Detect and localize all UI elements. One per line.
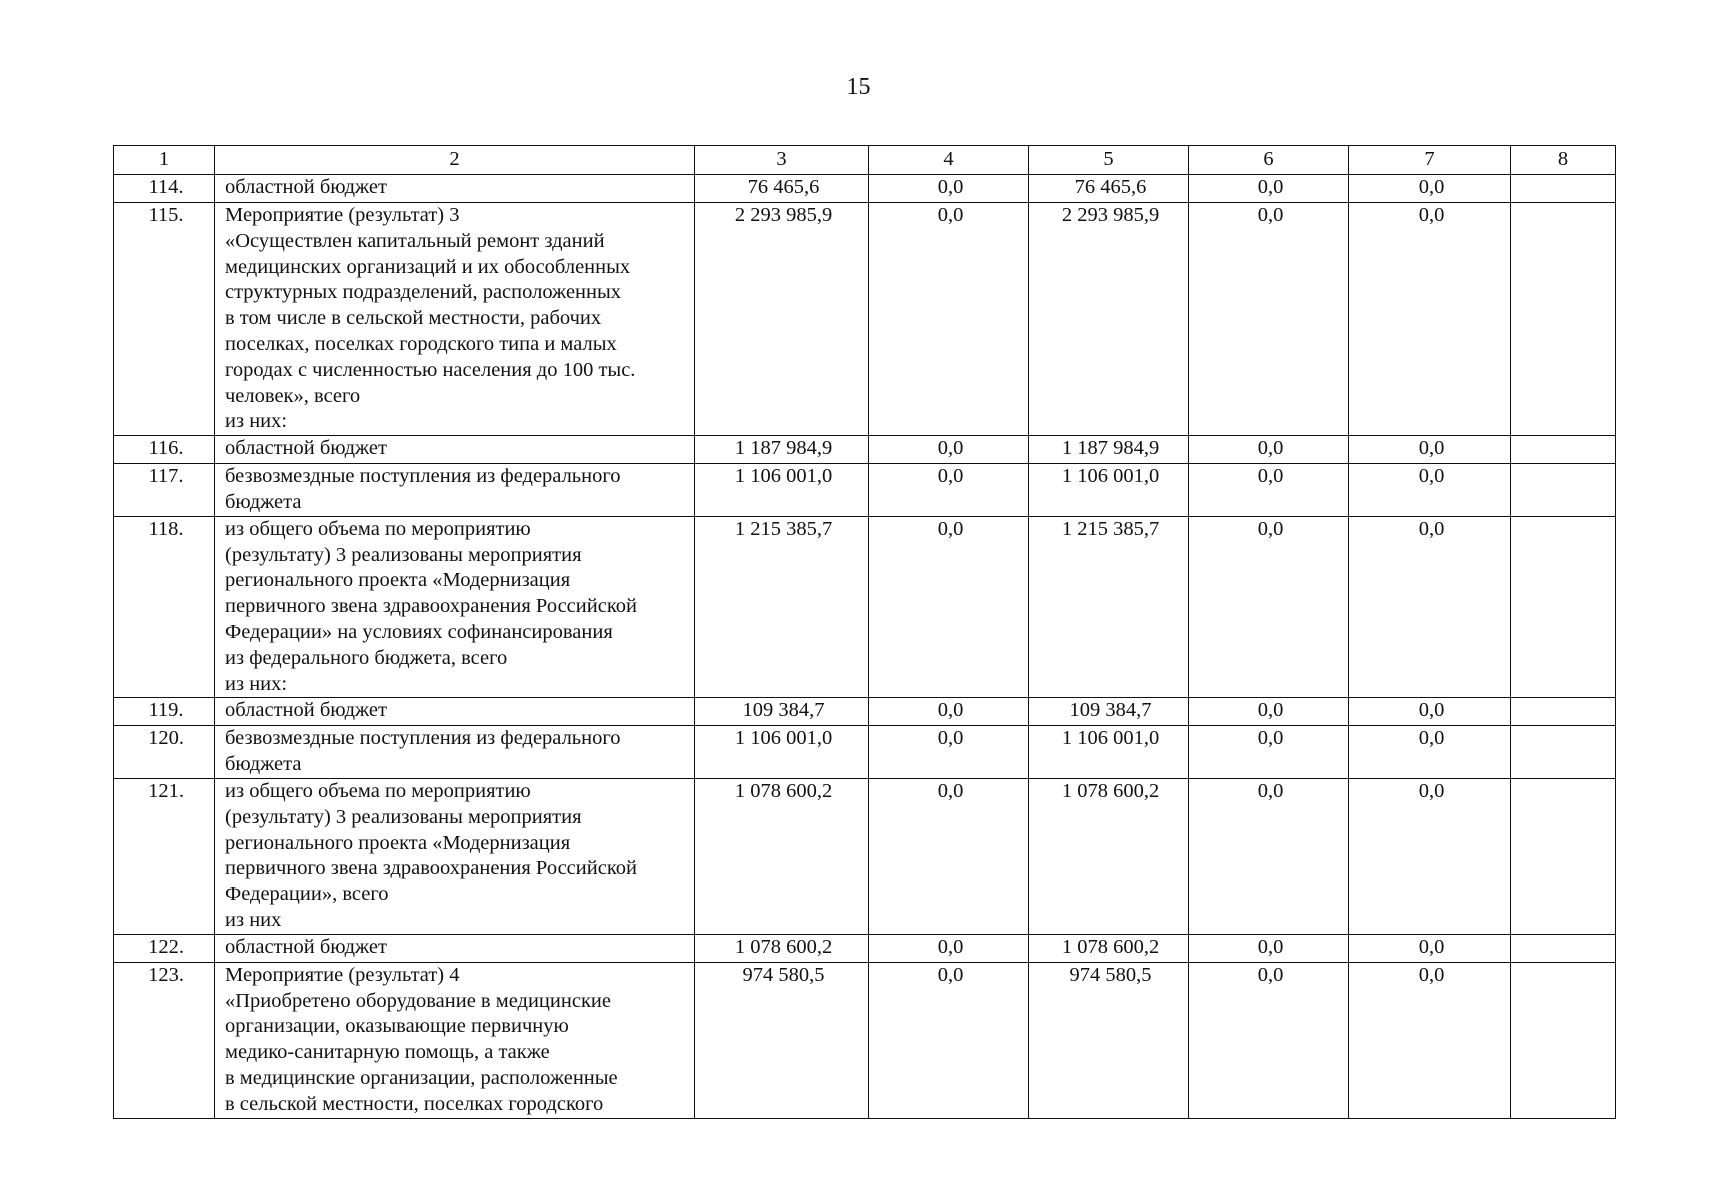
value-c7: 0,0 [1349, 203, 1511, 436]
table-row [114, 516, 1616, 698]
value-c7: 0,0 [1349, 464, 1511, 517]
table-header [114, 146, 1616, 175]
value-c6: 0,0 [1189, 175, 1349, 203]
row-number: 115. [114, 203, 215, 436]
value-c3: 1 078 600,2 [695, 778, 869, 934]
table-row [114, 464, 1616, 517]
row-number: 114. [114, 175, 215, 203]
value-c8 [1511, 436, 1616, 464]
row-description [215, 726, 695, 779]
value-c5: 1 187 984,9 [1029, 436, 1189, 464]
description-line: в медицинские организации, расположенные [225, 1066, 618, 1089]
table-row [114, 962, 1616, 1118]
value-c6: 0,0 [1189, 203, 1349, 436]
row-number: 119. [114, 698, 215, 726]
row-description [215, 962, 695, 1118]
table-row [114, 726, 1616, 779]
value-c8 [1511, 962, 1616, 1118]
value-c5: 1 106 001,0 [1029, 464, 1189, 517]
table-row [114, 778, 1616, 934]
description-line: первичного звена здравоохранения Российской [225, 857, 637, 880]
value-c3: 1 106 001,0 [695, 464, 869, 517]
row-number: 116. [114, 436, 215, 464]
value-c5: 2 293 985,9 [1029, 203, 1189, 436]
description-line: Мероприятие (результат) 4 [225, 963, 460, 986]
value-c5: 974 580,5 [1029, 962, 1189, 1118]
value-c7: 0,0 [1349, 175, 1511, 203]
value-c6: 0,0 [1189, 436, 1349, 464]
page-number: 15 [846, 74, 871, 100]
description-line: безвозмездные поступления из федерального [225, 465, 621, 488]
column-header: 6 [1189, 146, 1349, 175]
value-c6: 0,0 [1189, 726, 1349, 779]
value-c4: 0,0 [869, 962, 1029, 1118]
value-c5: 1 078 600,2 [1029, 778, 1189, 934]
description-line: (результату) 3 реализованы мероприятия [225, 805, 582, 828]
value-c7: 0,0 [1349, 934, 1511, 962]
value-c3: 1 106 001,0 [695, 726, 869, 779]
value-c5: 109 384,7 [1029, 698, 1189, 726]
value-c5: 1 215 385,7 [1029, 516, 1189, 698]
table-row [114, 934, 1616, 962]
description-line: поселках, поселках городского типа и малых [225, 332, 617, 355]
description-line: из общего объема по мероприятию [225, 517, 531, 540]
value-c3: 109 384,7 [695, 698, 869, 726]
description-line: человек», всего [225, 384, 361, 407]
value-c3: 974 580,5 [695, 962, 869, 1118]
description-line: Федерации» на условиях софинансирования [225, 620, 613, 643]
value-c4: 0,0 [869, 726, 1029, 779]
table-row [114, 436, 1616, 464]
table-row [114, 175, 1616, 203]
description-line: областной бюджет [225, 935, 387, 958]
value-c6: 0,0 [1189, 962, 1349, 1118]
description-line: областной бюджет [225, 699, 387, 722]
description-line: областной бюджет [225, 176, 387, 198]
row-number: 120. [114, 726, 215, 779]
value-c8 [1511, 516, 1616, 698]
description-line: медицинских организаций и их обособленных [225, 255, 631, 278]
value-c4: 0,0 [869, 436, 1029, 464]
column-header: 8 [1511, 146, 1616, 175]
row-description [215, 698, 695, 726]
value-c5: 76 465,6 [1029, 175, 1189, 203]
description-line: регионального проекта «Модернизация [225, 569, 571, 592]
row-description [215, 175, 695, 203]
table-body [114, 175, 1616, 1119]
row-description [215, 778, 695, 934]
row-description [215, 436, 695, 464]
value-c3: 1 187 984,9 [695, 436, 869, 464]
description-line: регионального проекта «Модернизация [225, 831, 571, 854]
value-c8 [1511, 175, 1616, 203]
column-header: 3 [695, 146, 869, 175]
description-line: из них: [225, 410, 288, 433]
value-c7: 0,0 [1349, 516, 1511, 698]
value-c3: 76 465,6 [695, 175, 869, 203]
value-c3: 1 078 600,2 [695, 934, 869, 962]
description-line: медико-санитарную помощь, а также [225, 1041, 550, 1064]
value-c4: 0,0 [869, 934, 1029, 962]
description-line: «Осуществлен капитальный ремонт зданий [225, 229, 605, 252]
value-c4: 0,0 [869, 464, 1029, 517]
value-c7: 0,0 [1349, 778, 1511, 934]
value-c4: 0,0 [869, 778, 1029, 934]
value-c4: 0,0 [869, 203, 1029, 436]
row-description [215, 203, 695, 436]
description-line: из федерального бюджета, всего [225, 646, 508, 669]
description-line: городах с численностью населения до 100 тыс. [225, 358, 636, 381]
value-c8 [1511, 726, 1616, 779]
value-c5: 1 078 600,2 [1029, 934, 1189, 962]
column-header: 5 [1029, 146, 1189, 175]
description-line: из них [225, 908, 282, 931]
value-c6: 0,0 [1189, 516, 1349, 698]
value-c4: 0,0 [869, 175, 1029, 203]
value-c6: 0,0 [1189, 934, 1349, 962]
value-c8 [1511, 464, 1616, 517]
value-c3: 2 293 985,9 [695, 203, 869, 436]
value-c7: 0,0 [1349, 726, 1511, 779]
row-number: 121. [114, 778, 215, 934]
value-c6: 0,0 [1189, 464, 1349, 517]
table-row [114, 698, 1616, 726]
value-c6: 0,0 [1189, 778, 1349, 934]
value-c3: 1 215 385,7 [695, 516, 869, 698]
description-line: первичного звена здравоохранения Российской [225, 595, 637, 618]
row-description [215, 934, 695, 962]
value-c8 [1511, 698, 1616, 726]
value-c7: 0,0 [1349, 698, 1511, 726]
description-line: из общего объема по мероприятию [225, 779, 531, 802]
column-header: 2 [215, 146, 695, 175]
description-line: областной бюджет [225, 437, 387, 460]
header-row [114, 146, 1616, 175]
column-header: 7 [1349, 146, 1511, 175]
value-c5: 1 106 001,0 [1029, 726, 1189, 779]
value-c8 [1511, 934, 1616, 962]
row-number: 123. [114, 962, 215, 1118]
value-c4: 0,0 [869, 516, 1029, 698]
description-line: (результату) 3 реализованы мероприятия [225, 543, 582, 566]
description-line: организации, оказывающие первичную [225, 1015, 569, 1038]
description-line: безвозмездные поступления из федерального [225, 727, 621, 750]
row-number: 117. [114, 464, 215, 517]
value-c7: 0,0 [1349, 962, 1511, 1118]
row-description [215, 464, 695, 517]
row-number: 118. [114, 516, 215, 698]
value-c8 [1511, 203, 1616, 436]
description-line: структурных подразделений, расположенных [225, 281, 622, 304]
row-number: 122. [114, 934, 215, 962]
description-line: из них: [225, 672, 288, 695]
value-c4: 0,0 [869, 698, 1029, 726]
description-line: «Приобретено оборудование в медицинские [225, 989, 611, 1012]
description-line: бюджета [225, 753, 302, 776]
description-line: бюджета [225, 490, 302, 513]
column-header: 1 [114, 146, 215, 175]
value-c6: 0,0 [1189, 698, 1349, 726]
description-line: в том числе в сельской местности, рабочих [225, 307, 602, 330]
value-c8 [1511, 778, 1616, 934]
budget-table [113, 145, 1616, 1119]
row-description [215, 516, 695, 698]
description-line: Федерации», всего [225, 883, 389, 906]
value-c7: 0,0 [1349, 436, 1511, 464]
description-line: Мероприятие (результат) 3 [225, 204, 460, 226]
table-row [114, 203, 1616, 436]
description-line: в сельской местности, поселках городского [225, 1092, 604, 1115]
column-header: 4 [869, 146, 1029, 175]
